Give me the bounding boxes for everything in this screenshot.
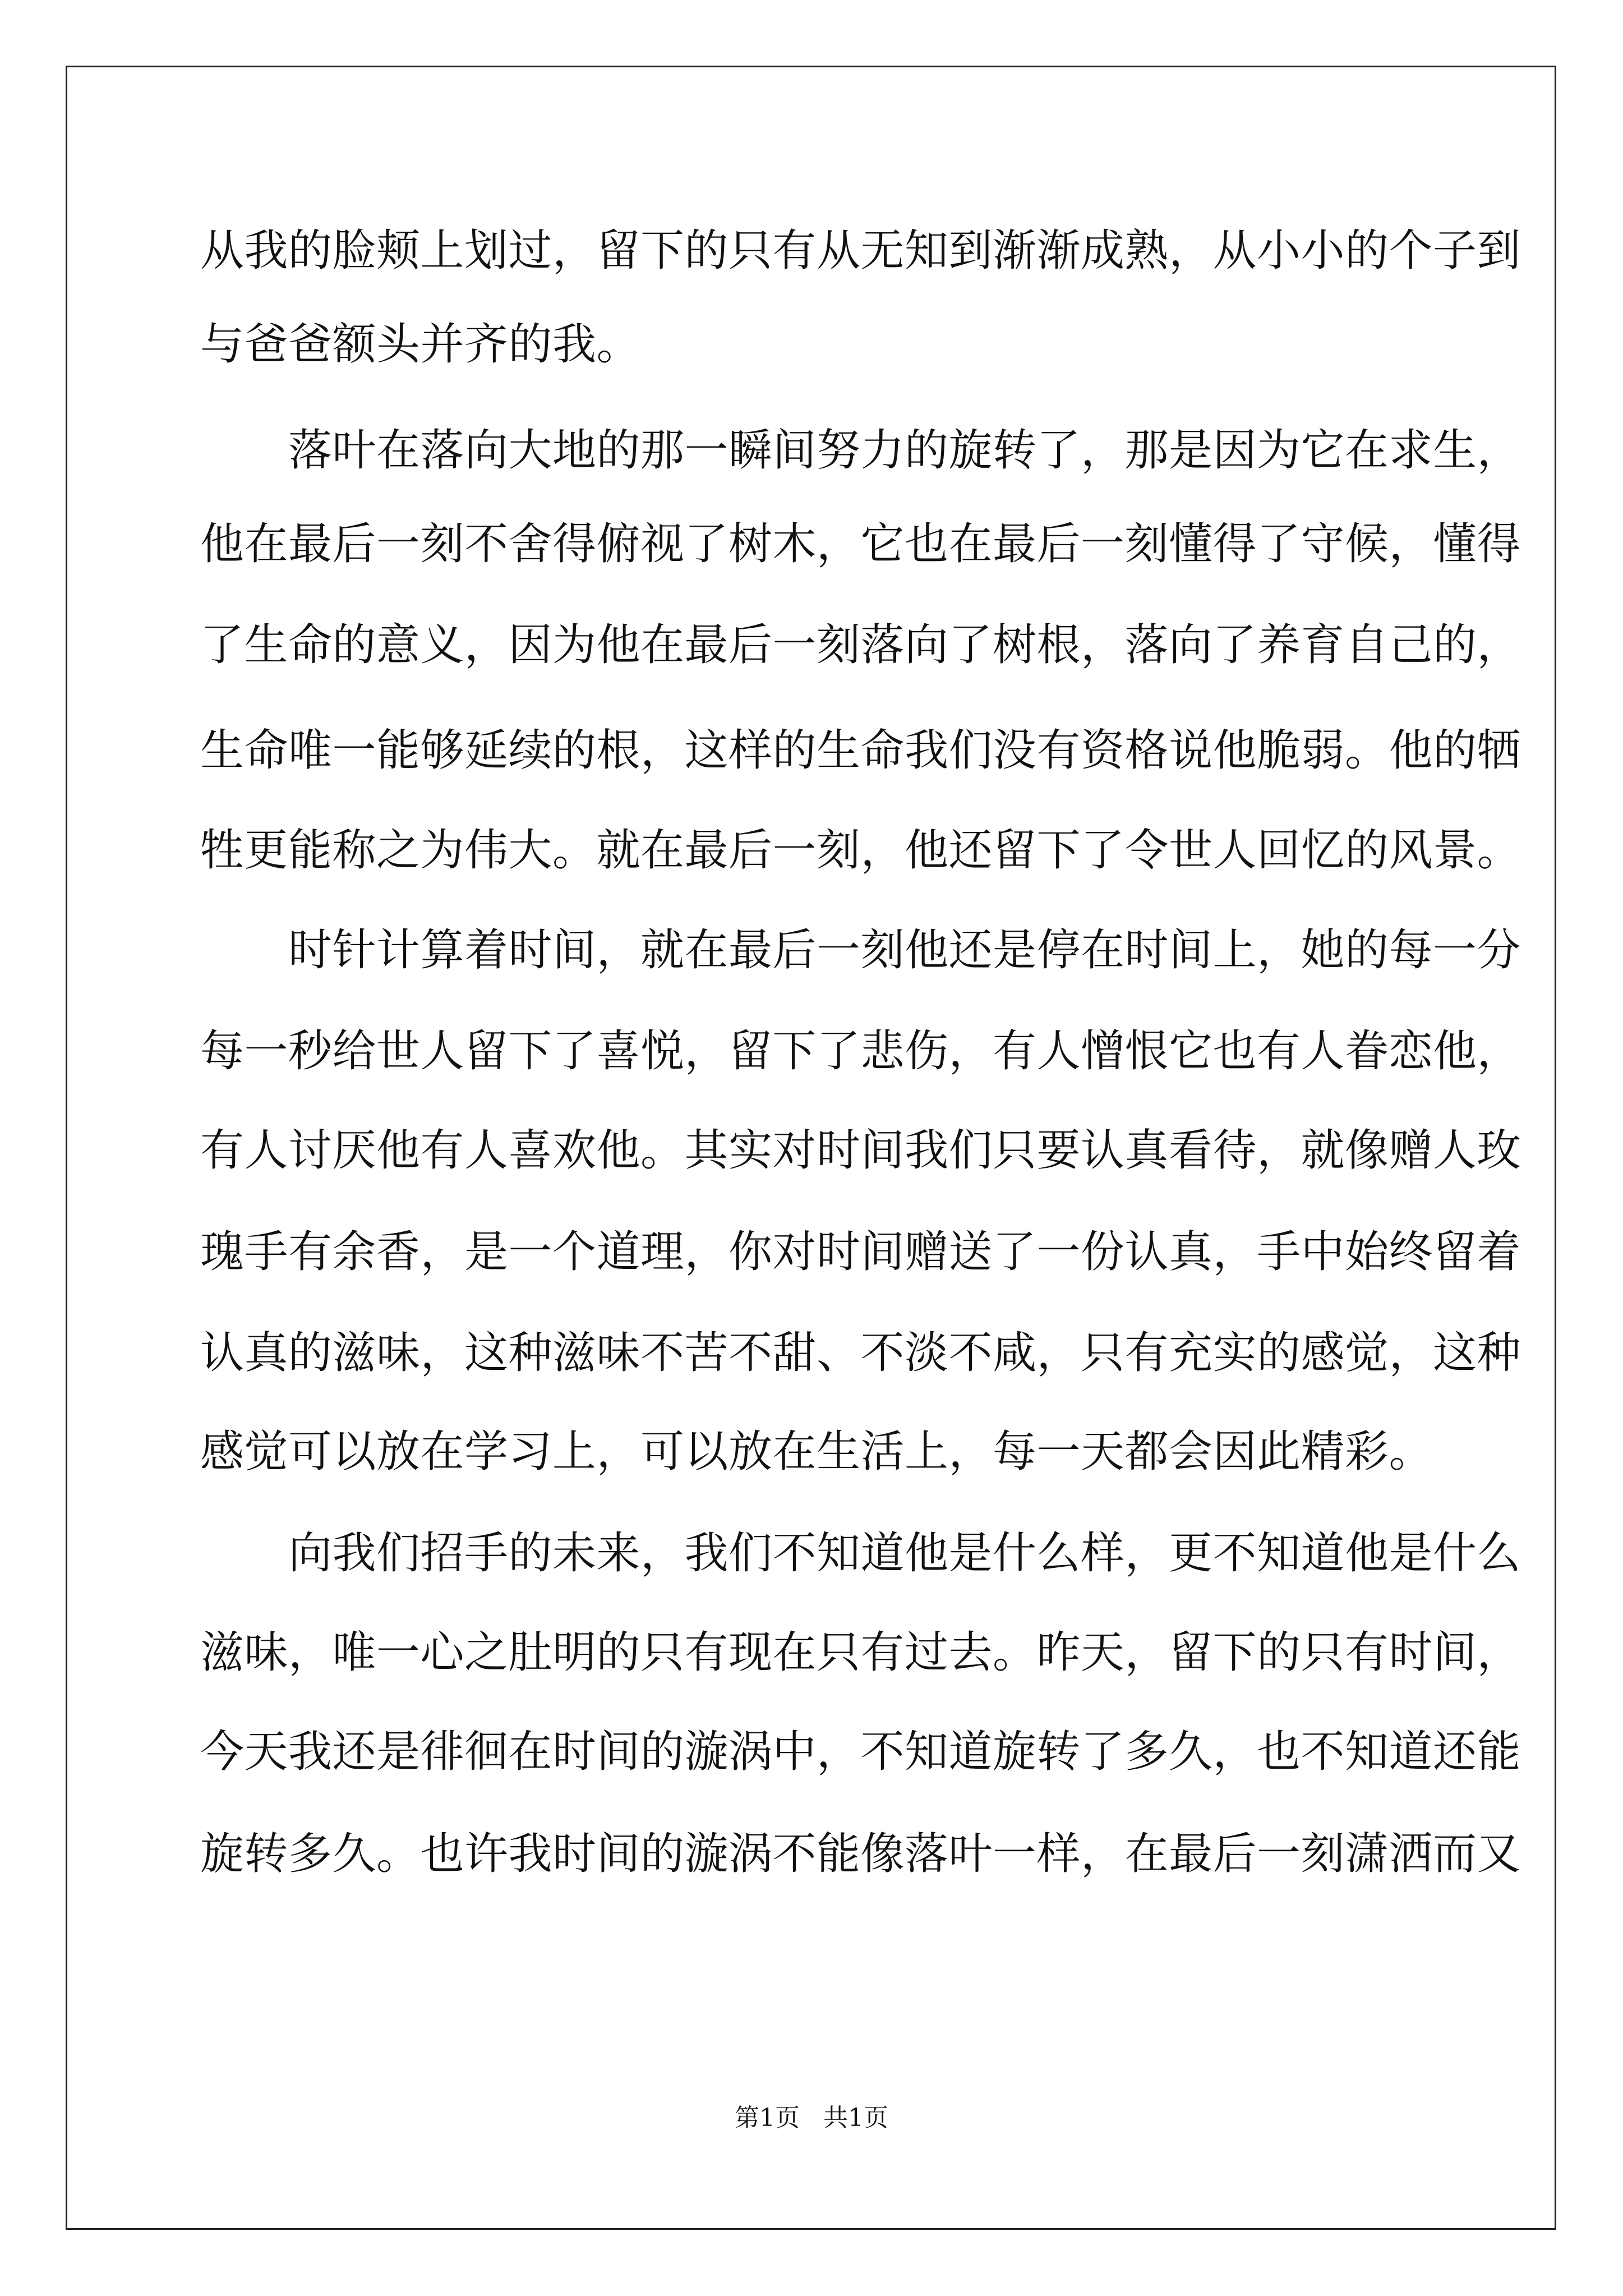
text-line: 从我的脸颊上划过，留下的只有从无知到渐渐成熟，从小小的个子到 <box>200 226 1521 276</box>
text-line: 了生命的意义，因为他在最后一刻落向了树根，落向了养育自己的， <box>200 620 1521 670</box>
text-line: 他在最后一刻不舍得俯视了树木，它也在最后一刻懂得了守候，懂得 <box>200 519 1521 569</box>
text-line: 有人讨厌他有人喜欢他。其实对时间我们只要认真看待，就像赠人玫 <box>200 1125 1521 1176</box>
text-line: 每一秒给世人留下了喜悦，留下了悲伤，有人憎恨它也有人眷恋他， <box>200 1026 1521 1076</box>
text-line: 旋转多久。也许我时间的漩涡不能像落叶一样，在最后一刻潇洒而又 <box>200 1829 1521 1879</box>
page-number-footer: 第1页 共1页 <box>735 2104 888 2132</box>
text-line: 感觉可以放在学习上，可以放在生活上，每一天都会因此精彩。 <box>200 1427 1433 1477</box>
text-line: 生命唯一能够延续的根，这样的生命我们没有资格说他脆弱。他的牺 <box>200 725 1521 776</box>
text-line: 瑰手有余香，是一个道理，你对时间赠送了一份认真，手中始终留着 <box>200 1227 1521 1277</box>
text-line: 认真的滋味，这种滋味不苦不甜、不淡不咸，只有充实的感觉，这种 <box>200 1328 1521 1378</box>
text-line: 今天我还是徘徊在时间的漩涡中，不知道旋转了多久，也不知道还能 <box>200 1727 1521 1777</box>
text-line: 落叶在落向大地的那一瞬间努力的旋转了，那是因为它在求生， <box>200 425 1521 476</box>
text-line: 时针计算着时间，就在最后一刻他还是停在时间上，她的每一分 <box>200 925 1521 976</box>
text-line: 与爸爸额头并齐的我。 <box>200 319 641 370</box>
text-line: 牲更能称之为伟大。就在最后一刻，他还留下了令世人回忆的风景。 <box>200 825 1521 876</box>
text-line: 向我们招手的未来，我们不知道他是什么样，更不知道他是什么 <box>200 1528 1521 1579</box>
text-line: 滋味，唯一心之肚明的只有现在只有过去。昨天，留下的只有时间， <box>200 1627 1521 1678</box>
